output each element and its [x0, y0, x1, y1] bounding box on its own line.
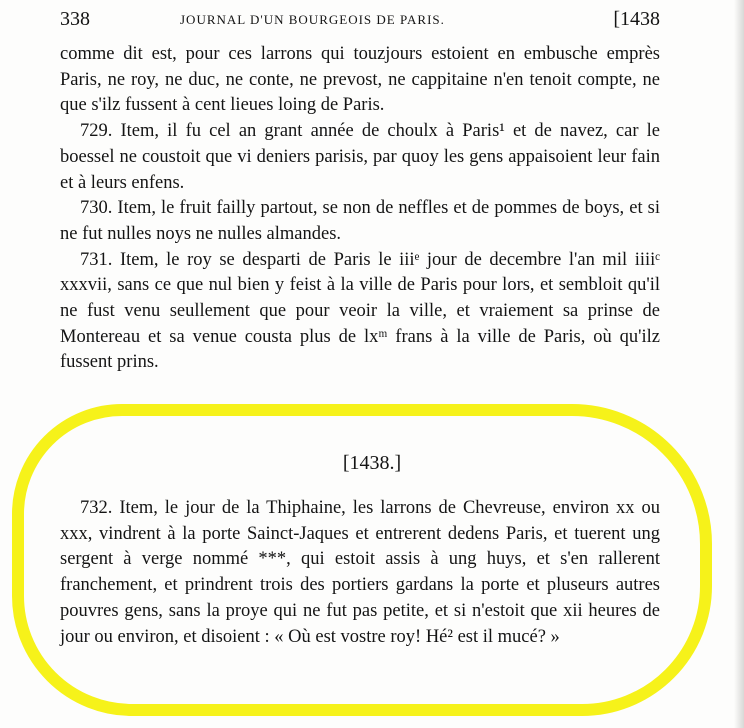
- page-number: 338: [60, 8, 90, 30]
- paragraph-729: 729. Item, il fu cel an grant année de choulx à Paris¹ et de navez, car le boessel ne coustoit que vi deniers parisis, par quoy les gens appaisoient leur fain et à leurs enfens.: [60, 121, 660, 193]
- body-text: [60, 42, 660, 376]
- paragraph-732: 732. Item, le jour de la Thiphaine, les larrons de Chevreuse, environ xx ou xxx, vindrent à la porte Sainct-Jaques et entrerent dedens Paris, et tuerent ung sergent à verge nommé ***, qui estoit assis à ung huys, et s'en rallerent franchement, et prindrent trois des portiers gardans la porte et pluseurs autres pouvres gens, sans la proye qui ne fut pas petite, et si n'estoit que xii heures de jour ou environ, et disoient : « Où est vostre roy! Hé² est il mucé? »: [60, 498, 660, 647]
- year-heading: [1438.]: [342, 452, 402, 474]
- paragraph-continuation: comme dit est, pour ces larrons qui touzjours estoient en embusche emprès Paris, ne roy, ne duc, ne conte, ne prevost, ne cappitaine n'en tenoit compte, ne que s'ilz fussent à cent lieues loing de Paris.: [60, 44, 660, 116]
- page-header: [60, 8, 660, 36]
- running-title: JOURNAL D'UN BOURGEOIS DE PARIS.: [180, 12, 445, 27]
- section-1438: [60, 496, 660, 650]
- header-year: [1438: [613, 8, 660, 30]
- paragraph-731: 731. Item, le roy se desparti de Paris le iiiᵉ jour de decembre l'an mil iiiiᶜ xxxvii, sans ce que nul bien y feist à la ville de Paris pour lors, et sembloit qu'il ne fust venu seullement que pour veoir la ville, et vraiement sa prinse de Montereau et sa venue cousta plus de lxᵐ frans à la ville de Paris, où qu'ilz fussent prins.: [60, 249, 660, 373]
- paragraph-730: 730. Item, le fruit failly partout, se non de neffles et de pommes de boys, et si ne fut nulles noys ne nulles almandes.: [60, 198, 660, 244]
- page-edge-shadow: [734, 0, 744, 728]
